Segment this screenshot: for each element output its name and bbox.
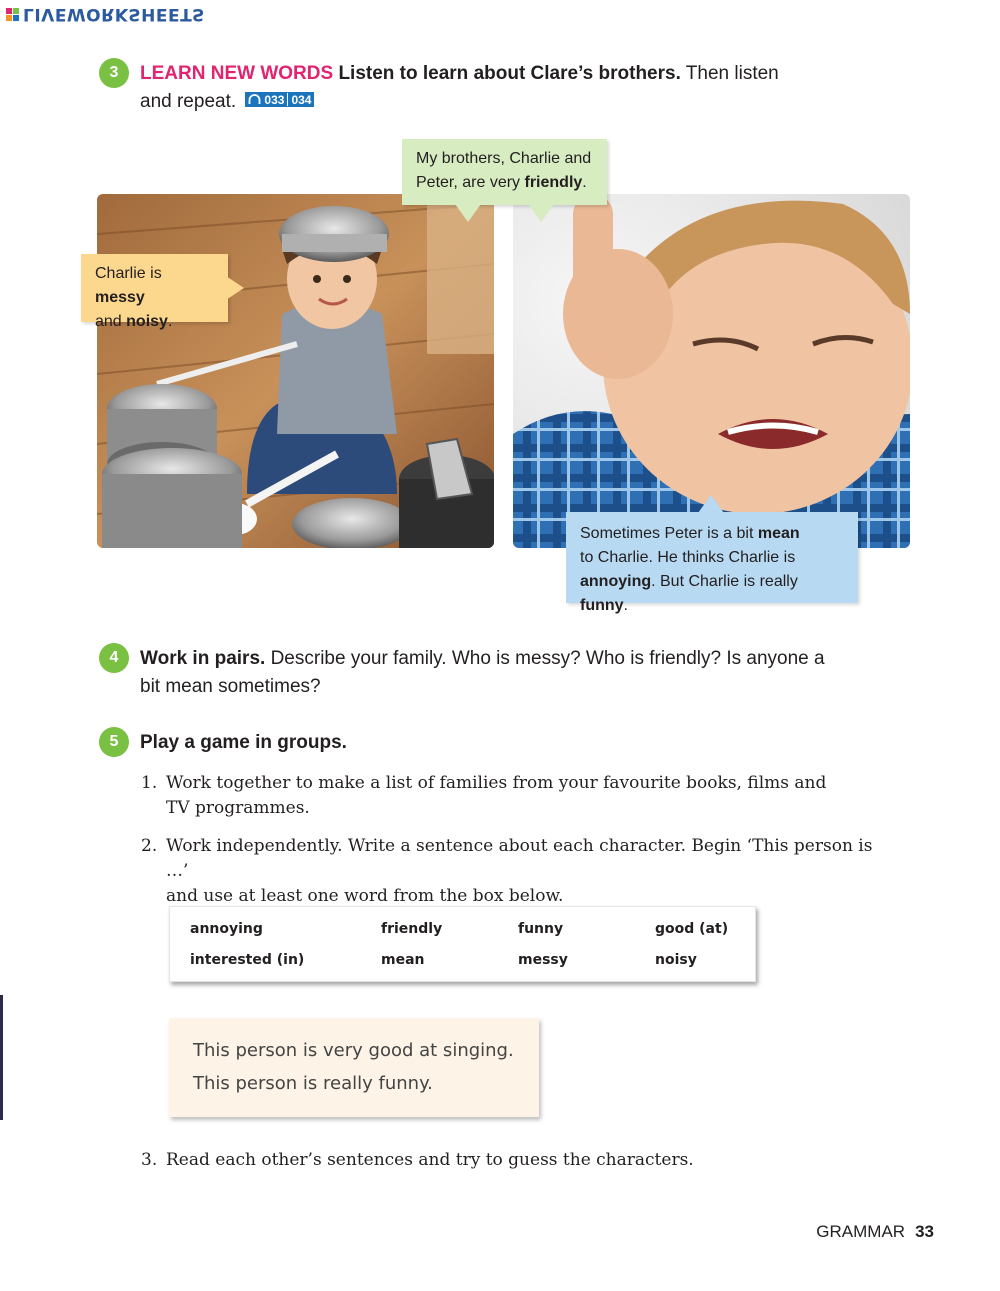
exercise-4-line2: bit mean sometimes? <box>140 676 321 697</box>
list-item <box>141 1148 861 1174</box>
word-mean: mean <box>381 952 425 968</box>
bubble-pointer-icon <box>455 204 481 222</box>
keyword-noisy: noisy <box>126 313 168 330</box>
bubble-messy-noisy <box>81 254 228 330</box>
word-funny: funny <box>518 921 564 937</box>
word-box <box>169 906 756 982</box>
keyword-funny: funny <box>580 597 624 614</box>
exercise-5-number: 5 <box>99 727 129 757</box>
keyword-friendly: friendly <box>524 174 583 191</box>
bubble-text: Peter, are very <box>416 174 525 191</box>
step-text: Work independently. Write a sentence about each character. Begin ‘This person is …’ and use at least one word from the box below. <box>166 836 873 906</box>
list-item <box>141 834 881 906</box>
bubble-text: Charlie is <box>95 265 162 282</box>
step-number: 3. <box>141 1150 158 1170</box>
exercise-4-bold: Work in pairs. <box>140 648 266 669</box>
bubble-pointer-icon <box>226 276 244 300</box>
example-sentence: This person is very good at singing. <box>193 1040 514 1061</box>
list-item <box>141 771 861 821</box>
bubble-text: . But Charlie is really <box>651 573 798 590</box>
bubble-text: Sometimes Peter is a bit <box>580 525 758 542</box>
exercise-3-bold: Listen to learn about Clare’s brothers. <box>338 63 681 84</box>
logo-squares-icon <box>6 8 19 21</box>
exercise-5-title-text: Play a game in groups. <box>140 732 347 753</box>
exercise-3-rest: Then listen <box>685 63 779 84</box>
keyword-annoying: annoying <box>580 573 652 590</box>
bubble-pointer-icon <box>698 495 724 513</box>
liveworksheets-logo <box>6 4 205 24</box>
example-sentence: This person is really funny. <box>193 1073 433 1094</box>
exercise-3-instruction <box>140 60 779 116</box>
bubble-text: . <box>623 597 628 614</box>
word-annoying: annoying <box>190 921 263 937</box>
bubble-text: My brothers, Charlie and <box>416 150 592 167</box>
headphones-icon <box>248 94 261 105</box>
exercise-3-number: 3 <box>99 58 129 88</box>
keyword-messy: messy <box>95 289 145 306</box>
word-interested-in: interested (in) <box>190 952 305 968</box>
audio-track-2: 034 <box>291 92 312 107</box>
word-good-at: good (at) <box>655 921 729 937</box>
word-messy: messy <box>518 952 568 968</box>
step-number: 1. <box>141 773 158 793</box>
section-name: GRAMMAR <box>816 1222 906 1241</box>
bubble-mean-annoying-funny <box>566 512 858 614</box>
bubble-friendly <box>402 139 607 205</box>
learn-new-words-label: LEARN NEW WORDS <box>140 63 334 84</box>
bubble-text: . <box>167 313 173 330</box>
step-text: Work together to make a list of families from your favourite books, films and TV programmes. <box>166 773 827 818</box>
audio-track-1: 033 <box>264 92 285 107</box>
example-sentences-box <box>169 1018 539 1117</box>
word-friendly: friendly <box>381 921 443 937</box>
logo-text: LIVEWORKSHEETS <box>23 4 205 24</box>
page-number: 33 <box>915 1222 934 1241</box>
step-text: Read each other’s sentences and try to guess the characters. <box>166 1150 694 1170</box>
bubble-text: and <box>95 313 127 330</box>
exercise-4-instruction <box>140 645 825 701</box>
exercise-4-number: 4 <box>99 643 129 673</box>
bubble-text: . <box>582 174 587 191</box>
bubble-text: to Charlie. He thinks Charlie is <box>580 549 796 566</box>
exercise-5-title <box>140 729 347 757</box>
page-footer <box>816 1222 934 1242</box>
photo-charlie-drumming <box>97 194 494 548</box>
exercise-4-rest: Describe your family. Who is messy? Who is friendly? Is anyone a <box>270 648 825 669</box>
exercise-3-line2: and repeat. <box>140 91 237 112</box>
keyword-mean: mean <box>757 525 800 542</box>
page-edge-rule <box>0 995 3 1120</box>
word-noisy: noisy <box>655 952 697 968</box>
audio-tracks-button[interactable] <box>245 92 314 107</box>
step-number: 2. <box>141 836 158 856</box>
bubble-pointer-icon <box>528 204 554 222</box>
